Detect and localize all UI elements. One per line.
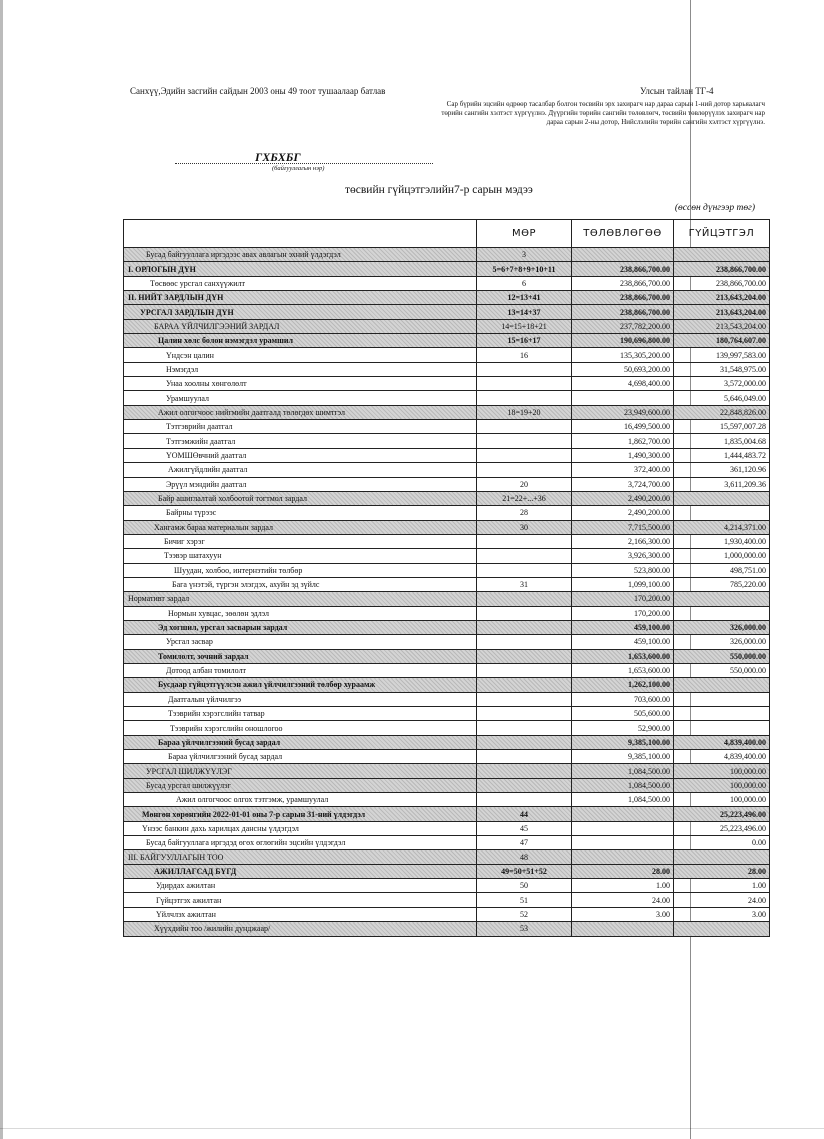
row-name-cell: II. НИЙТ ЗАРДЛЫН ДҮН [124, 291, 477, 305]
row-name-cell: Бусад урсгал шилжүүлэг [124, 778, 477, 792]
row-name-cell: БАРАА ҮЙЛЧИЛГЭЭНИЙ ЗАРДАЛ [124, 319, 477, 333]
row-actual-cell [674, 692, 770, 706]
row-plan-cell: 1,862,700.00 [572, 434, 674, 448]
row-actual-cell: 213,643,204.00 [674, 291, 770, 305]
row-code-cell: 53 [477, 922, 572, 936]
row-name-cell: III. БАЙГУУЛЛАГЫН ТОО [124, 850, 477, 864]
row-name-cell: Төсвөөс урсгал санхүүжилт [124, 276, 477, 290]
row-actual-cell: 3,611,209.36 [674, 477, 770, 491]
table-row [124, 563, 770, 577]
row-code-cell [477, 707, 572, 721]
row-name-cell: Бичиг хэрэг [124, 534, 477, 548]
row-name-cell: Бага үнэтэй, түргэн элэгдэх, ахуйн эд зүйлс [124, 577, 477, 591]
row-actual-cell: 1,835,004.68 [674, 434, 770, 448]
row-plan-cell [572, 821, 674, 835]
row-code-cell [477, 764, 572, 778]
row-plan-cell: 238,866,700.00 [572, 276, 674, 290]
row-plan-cell [572, 850, 674, 864]
table-row [124, 879, 770, 893]
report-title: төсвийн гүйцэтгэлийн7-р сарын мэдээ [345, 184, 533, 196]
row-actual-cell [674, 707, 770, 721]
row-name-cell: Томилолт, зочний зардал [124, 649, 477, 663]
row-name-cell: Тээврийн хэрэгслийн оношлогоо [124, 721, 477, 735]
table-row [124, 678, 770, 692]
row-plan-cell: 52,900.00 [572, 721, 674, 735]
row-actual-cell: 139,997,583.00 [674, 348, 770, 362]
table-row [124, 735, 770, 749]
row-name-cell: Бусад байгууллага иргэдэд өгөх өглөгийн эцсийн үлдэгдэл [124, 836, 477, 850]
row-name-cell: Бараа үйлчилгээний бусад зардал [124, 750, 477, 764]
row-name-cell: Тэтгэврийн даатгал [124, 420, 477, 434]
row-actual-cell: 238,866,700.00 [674, 262, 770, 276]
row-plan-cell: 1,653,600.00 [572, 649, 674, 663]
row-plan-cell: 459,100.00 [572, 620, 674, 634]
row-plan-cell: 50,693,200.00 [572, 362, 674, 376]
row-plan-cell: 2,490,200.00 [572, 506, 674, 520]
table-row [124, 377, 770, 391]
row-name-cell: Урсгал засвар [124, 635, 477, 649]
row-code-cell: 47 [477, 836, 572, 850]
table-row [124, 305, 770, 319]
row-plan-cell: 1,084,500.00 [572, 764, 674, 778]
table-row [124, 836, 770, 850]
row-plan-cell: 9,385,100.00 [572, 735, 674, 749]
table-row [124, 850, 770, 864]
row-code-cell: 21=22+...+36 [477, 491, 572, 505]
approval-note: Санхүү,Эдийн засгийн сайдын 2003 оны 49 тоот тушаалаар батлав [130, 86, 386, 96]
row-name-cell: Бусад байгууллага иргэдээс авах авлагын эхний үлдэгдэл [124, 248, 477, 262]
row-plan-cell [572, 922, 674, 936]
row-code-cell [477, 420, 572, 434]
row-code-cell [477, 649, 572, 663]
row-actual-cell: 5,646,049.00 [674, 391, 770, 405]
row-code-cell: 16 [477, 348, 572, 362]
row-name-cell: Нормын хувцас, зөөлөн эдлэл [124, 606, 477, 620]
row-actual-cell: 326,000.00 [674, 635, 770, 649]
table-row [124, 893, 770, 907]
table-row [124, 420, 770, 434]
table-row [124, 606, 770, 620]
table-row [124, 663, 770, 677]
row-actual-cell: 4,839,400.00 [674, 750, 770, 764]
row-code-cell [477, 448, 572, 462]
row-code-cell [477, 692, 572, 706]
row-plan-cell: 28.00 [572, 864, 674, 878]
row-actual-cell: 0.00 [674, 836, 770, 850]
row-actual-cell: 100,000.00 [674, 778, 770, 792]
row-plan-cell: 23,949,600.00 [572, 405, 674, 419]
column-header-row-code: МӨР [477, 220, 572, 248]
organization-underline [175, 163, 433, 164]
table-row [124, 577, 770, 591]
row-plan-cell: 190,696,800.00 [572, 334, 674, 348]
row-name-cell: Эд хогшил, урсгал засварын зардал [124, 620, 477, 634]
table-row [124, 778, 770, 792]
row-code-cell: 15=16+17 [477, 334, 572, 348]
row-actual-cell: 550,000.00 [674, 649, 770, 663]
row-plan-cell: 9,385,100.00 [572, 750, 674, 764]
table-row [124, 793, 770, 807]
table-row [124, 707, 770, 721]
row-name-cell: Үнээс банкин дахь харилцах дансны үлдэгдэл [124, 821, 477, 835]
row-actual-cell [674, 922, 770, 936]
row-actual-cell: 25,223,496.00 [674, 807, 770, 821]
row-code-cell: 52 [477, 907, 572, 921]
row-name-cell: Нормативт зардал [124, 592, 477, 606]
row-plan-cell: 170,200.00 [572, 592, 674, 606]
row-name-cell: Нэмэгдэл [124, 362, 477, 376]
row-name-cell: Тэтгэмжийн даатгал [124, 434, 477, 448]
row-plan-cell: 16,499,500.00 [572, 420, 674, 434]
row-actual-cell: 1.00 [674, 879, 770, 893]
table-row [124, 721, 770, 735]
row-code-cell [477, 549, 572, 563]
table-row [124, 291, 770, 305]
table-row [124, 362, 770, 376]
row-code-cell: 18=19+20 [477, 405, 572, 419]
row-plan-cell: 135,305,200.00 [572, 348, 674, 362]
table-row [124, 477, 770, 491]
report-table-body [124, 220, 770, 937]
row-code-cell: 44 [477, 807, 572, 821]
row-code-cell [477, 362, 572, 376]
row-actual-cell [674, 491, 770, 505]
row-actual-cell [674, 721, 770, 735]
row-name-cell: Удирдах ажилтан [124, 879, 477, 893]
table-header-row [124, 220, 770, 248]
row-name-cell: Мөнгөн хөрөнгийн 2022-01-01 оны 7-р сарын 31-ний үлдэгдэл [124, 807, 477, 821]
table-row [124, 319, 770, 333]
row-plan-cell [572, 836, 674, 850]
row-name-cell: Гүйцэтгэх ажилтан [124, 893, 477, 907]
row-actual-cell [674, 678, 770, 692]
row-name-cell: Үндсэн цалин [124, 348, 477, 362]
table-row [124, 506, 770, 520]
row-code-cell: 3 [477, 248, 572, 262]
row-plan-cell: 24.00 [572, 893, 674, 907]
row-code-cell [477, 592, 572, 606]
row-name-cell: УРСГАЛ ЗАРДЛЫН ДҮН [124, 305, 477, 319]
row-plan-cell: 3.00 [572, 907, 674, 921]
row-actual-cell [674, 606, 770, 620]
row-name-cell: ҮОМШӨвчний даатгал [124, 448, 477, 462]
table-row [124, 821, 770, 835]
row-plan-cell [572, 248, 674, 262]
row-code-cell [477, 793, 572, 807]
row-plan-cell [572, 807, 674, 821]
table-row [124, 922, 770, 936]
row-plan-cell: 1,084,500.00 [572, 778, 674, 792]
row-actual-cell: 180,764,607.00 [674, 334, 770, 348]
scan-left-edge [0, 0, 3, 1139]
row-code-cell [477, 434, 572, 448]
organization-caption: (байгууллагын нэр) [272, 165, 325, 172]
row-actual-cell [674, 592, 770, 606]
row-actual-cell: 100,000.00 [674, 764, 770, 778]
table-row [124, 276, 770, 290]
row-plan-cell: 7,715,500.00 [572, 520, 674, 534]
table-row [124, 635, 770, 649]
row-code-cell [477, 721, 572, 735]
row-actual-cell [674, 506, 770, 520]
row-plan-cell: 1,262,100.00 [572, 678, 674, 692]
table-row [124, 620, 770, 634]
row-code-cell [477, 377, 572, 391]
row-plan-cell: 505,600.00 [572, 707, 674, 721]
row-plan-cell: 3,724,700.00 [572, 477, 674, 491]
table-row [124, 807, 770, 821]
row-plan-cell: 1,099,100.00 [572, 577, 674, 591]
row-code-cell: 49=50+51+52 [477, 864, 572, 878]
table-row [124, 248, 770, 262]
table-row [124, 334, 770, 348]
row-name-cell: Эрүүл мэндийн даатгал [124, 477, 477, 491]
table-row [124, 434, 770, 448]
row-name-cell: УРСГАЛ ШИЛЖҮҮЛЭГ [124, 764, 477, 778]
row-name-cell: Хангамж бараа материалын зардал [124, 520, 477, 534]
row-code-cell [477, 678, 572, 692]
row-name-cell: Шуудан, холбоо, интернэтийн төлбөр [124, 563, 477, 577]
row-name-cell: Байрны түрээс [124, 506, 477, 520]
row-plan-cell [572, 391, 674, 405]
table-row [124, 391, 770, 405]
row-actual-cell: 15,597,007.28 [674, 420, 770, 434]
row-name-cell: АЖИЛЛАГСАД БҮГД [124, 864, 477, 878]
row-actual-cell: 31,548,975.00 [674, 362, 770, 376]
row-code-cell: 14=15+18+21 [477, 319, 572, 333]
row-actual-cell: 28.00 [674, 864, 770, 878]
row-plan-cell: 238,866,700.00 [572, 305, 674, 319]
column-header-name [124, 220, 477, 248]
row-code-cell: 28 [477, 506, 572, 520]
row-name-cell: Бусдаар гүйцэтгүүлсэн ажил үйлчилгээний төлбөр хураамж [124, 678, 477, 692]
table-row [124, 448, 770, 462]
table-row [124, 405, 770, 419]
row-actual-cell: 1,930,400.00 [674, 534, 770, 548]
table-row [124, 692, 770, 706]
column-header-plan: ТӨЛӨВЛӨГӨӨ [572, 220, 674, 248]
row-plan-cell: 523,800.00 [572, 563, 674, 577]
table-row [124, 750, 770, 764]
row-plan-cell: 2,490,200.00 [572, 491, 674, 505]
row-plan-cell: 2,166,300.00 [572, 534, 674, 548]
row-name-cell: Хүүхдийн тоо /жилийн дунджаар/ [124, 922, 477, 936]
table-row [124, 534, 770, 548]
table-row [124, 262, 770, 276]
row-plan-cell: 170,200.00 [572, 606, 674, 620]
row-actual-cell: 326,000.00 [674, 620, 770, 634]
row-code-cell: 12=13+41 [477, 291, 572, 305]
row-name-cell: Байр ашиглалтай холбоотой тогтмол зардал [124, 491, 477, 505]
organization-name: ГХБХБГ [255, 150, 301, 164]
row-code-cell: 50 [477, 879, 572, 893]
form-code: Улсын тайлан ТГ-4 [640, 86, 714, 96]
row-name-cell: Үйлчлэх ажилтан [124, 907, 477, 921]
row-actual-cell: 100,000.00 [674, 793, 770, 807]
row-actual-cell: 22,848,826.00 [674, 405, 770, 419]
row-actual-cell: 213,643,204.00 [674, 305, 770, 319]
row-code-cell: 13=14+37 [477, 305, 572, 319]
row-actual-cell [674, 248, 770, 262]
row-actual-cell: 213,543,204.00 [674, 319, 770, 333]
row-code-cell [477, 635, 572, 649]
row-actual-cell: 238,866,700.00 [674, 276, 770, 290]
row-code-cell: 6 [477, 276, 572, 290]
row-name-cell: Даатгалын үйлчилгээ [124, 692, 477, 706]
row-code-cell [477, 463, 572, 477]
row-actual-cell: 3.00 [674, 907, 770, 921]
table-row [124, 649, 770, 663]
row-name-cell: Цалин хөлс болон нэмэгдэл урамшил [124, 334, 477, 348]
budget-report-table [123, 219, 770, 937]
row-code-cell: 5=6+7+8+9+10+11 [477, 262, 572, 276]
table-row [124, 764, 770, 778]
table-row [124, 348, 770, 362]
table-row [124, 549, 770, 563]
row-actual-cell: 785,220.00 [674, 577, 770, 591]
row-actual-cell: 498,751.00 [674, 563, 770, 577]
row-code-cell [477, 663, 572, 677]
row-plan-cell: 238,866,700.00 [572, 291, 674, 305]
row-code-cell: 48 [477, 850, 572, 864]
row-plan-cell: 372,400.00 [572, 463, 674, 477]
row-plan-cell: 1,653,600.00 [572, 663, 674, 677]
row-actual-cell: 25,223,496.00 [674, 821, 770, 835]
row-name-cell: Ажил олгогчоос олгох тэтгэмж, урамшуулал [124, 793, 477, 807]
row-code-cell [477, 778, 572, 792]
submission-note: Сар бүрийн эцсийн өдрөөр тасалбар болгон төсвийн эрх захирагч нар дараа сарын 1-ний дотор харьяалагч төрийн сангийн хэлтэст хүргүүлнэ. Дүүргийн төрийн сангийн төлөвлөгч, төсвийн төвлөрүүлэх захирагч нар дараа сарын 2-ны дотор, Нийслэлийн төрийн сангийн хэлтэст хүргүүлнэ. [441, 100, 765, 126]
row-code-cell [477, 735, 572, 749]
row-name-cell: Тээврийн хэрэгслийн татвар [124, 707, 477, 721]
row-name-cell: Бараа үйлчилгээний бусад зардал [124, 735, 477, 749]
row-code-cell [477, 750, 572, 764]
table-row [124, 520, 770, 534]
table-row [124, 864, 770, 878]
row-code-cell [477, 620, 572, 634]
row-plan-cell: 3,926,300.00 [572, 549, 674, 563]
row-plan-cell: 703,600.00 [572, 692, 674, 706]
table-row [124, 592, 770, 606]
row-code-cell: 20 [477, 477, 572, 491]
row-actual-cell: 4,214,371.00 [674, 520, 770, 534]
row-name-cell: Ажил олгогчоос нийгмийн даатгалд төлөгдөх шимтгэл [124, 405, 477, 419]
row-actual-cell: 550,000.00 [674, 663, 770, 677]
row-name-cell: Тээвэр шатахуун [124, 549, 477, 563]
table-row [124, 907, 770, 921]
unit-note: (өссөн дүнгээр төг) [674, 203, 755, 213]
row-code-cell [477, 391, 572, 405]
row-code-cell [477, 563, 572, 577]
row-name-cell: Ажилгүйдлийн даатгал [124, 463, 477, 477]
row-actual-cell: 3,572,000.00 [674, 377, 770, 391]
scan-bottom-edge [0, 1128, 824, 1129]
row-actual-cell: 4,839,400.00 [674, 735, 770, 749]
row-name-cell: Дотоод албан томилолт [124, 663, 477, 677]
row-actual-cell [674, 850, 770, 864]
row-plan-cell: 238,866,700.00 [572, 262, 674, 276]
row-code-cell: 30 [477, 520, 572, 534]
row-actual-cell: 24.00 [674, 893, 770, 907]
row-plan-cell: 1.00 [572, 879, 674, 893]
row-plan-cell: 237,782,200.00 [572, 319, 674, 333]
table-row [124, 491, 770, 505]
row-code-cell: 31 [477, 577, 572, 591]
row-code-cell [477, 534, 572, 548]
row-plan-cell: 1,084,500.00 [572, 793, 674, 807]
row-actual-cell: 1,000,000.00 [674, 549, 770, 563]
row-code-cell: 45 [477, 821, 572, 835]
row-name-cell: Урамшуулал [124, 391, 477, 405]
row-name-cell: I. ОРЛОГЫН ДҮН [124, 262, 477, 276]
row-actual-cell: 1,444,483.72 [674, 448, 770, 462]
row-code-cell [477, 606, 572, 620]
row-plan-cell: 459,100.00 [572, 635, 674, 649]
row-code-cell: 51 [477, 893, 572, 907]
column-header-actual: ГҮЙЦЭТГЭЛ [674, 220, 770, 248]
row-plan-cell: 4,698,400.00 [572, 377, 674, 391]
row-plan-cell: 1,490,300.00 [572, 448, 674, 462]
row-name-cell: Унаа хоолны хөнгөлөлт [124, 377, 477, 391]
table-row [124, 463, 770, 477]
row-actual-cell: 361,120.96 [674, 463, 770, 477]
